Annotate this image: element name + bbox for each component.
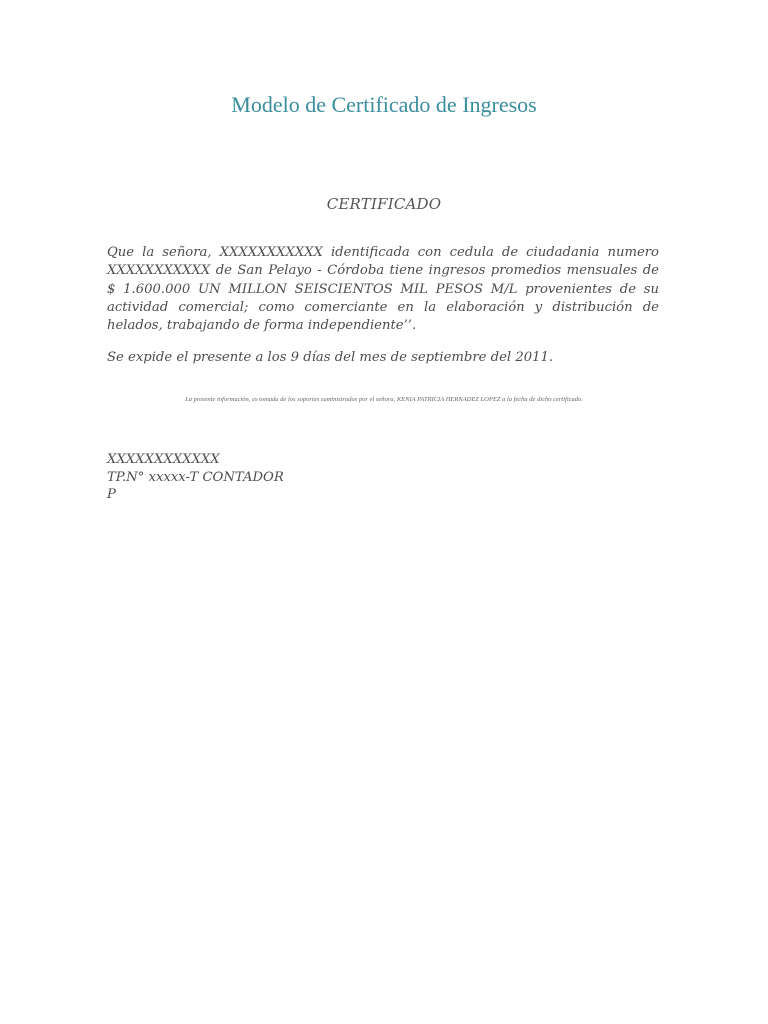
document-title: Modelo de Certificado de Ingresos xyxy=(231,92,537,117)
signatory-name: XXXXXXXXXXXX xyxy=(107,452,220,467)
certificate-body-paragraph: Que la señora, XXXXXXXXXXX identificada con cedula de ciudadania numero XXXXXXXXXXX de San Pelayo - Córdoba tiene ingresos promedios mensuales de $ 1.600.000 UN MILLON SEISCIENTOS MIL PESOS M/L provenientes de su actividad comercial; como comerciante en la elaboración y distribución de helados, trabajando de forma independiente’’. xyxy=(107,245,659,334)
certificate-heading: CERTIFICADO xyxy=(326,195,442,213)
signatory-role: TP.N° xxxxx-T CONTADOR xyxy=(107,469,284,485)
source-footnote: La presente información, es tomada de los soportes suministrados por el señora, KENIA PATRICIA HERNADEZ LOPEZ a la fecha de dicho certificado. xyxy=(185,396,583,403)
signatory-extra: P xyxy=(107,487,116,502)
issue-date-paragraph: Se expide el presente a los 9 días del mes de septiembre del 2011. xyxy=(107,350,554,365)
signature-block xyxy=(107,451,284,504)
